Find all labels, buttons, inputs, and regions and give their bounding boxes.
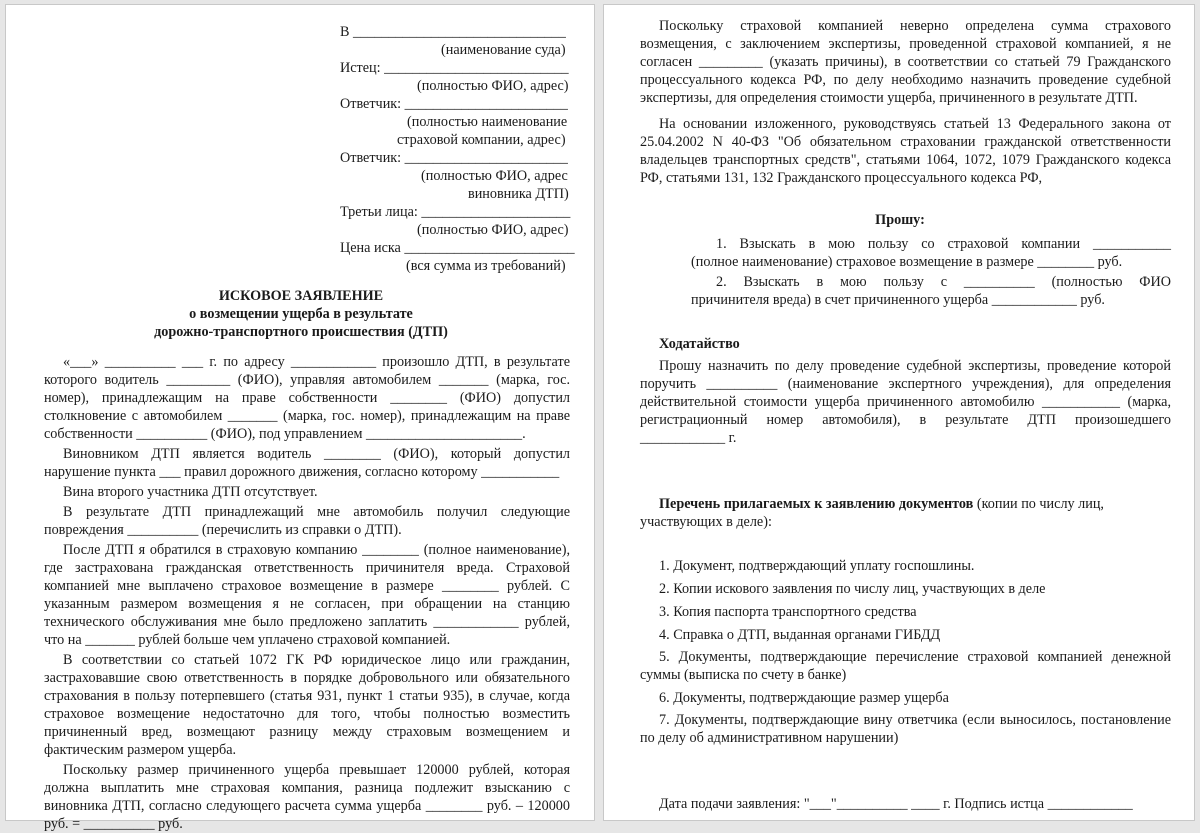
defendant1-hint: страховой компании, адрес) [397,132,566,148]
paragraph-line: В соответствии со статьей 1072 ГК РФ юридическое лицо или гражданин, [63,652,570,668]
request-item: 1. Взыскать в мою пользу со страховой компании ___________ [716,236,1171,252]
document-title: ИСКОВОЕ ЗАЯВЛЕНИЕ [218,288,384,304]
paragraph-line: страховое возмещение недостаточно для того, чтобы полностью возместить [44,706,570,722]
paragraph-line: ____________ г. [640,430,737,446]
attachment-item: 7. Документы, подтверждающие вину ответчика (если выносилось, постановление [659,712,1171,728]
document-subtitle: о возмещении ущерба в результате [189,306,413,322]
request-item: (полное наименование) страховое возмещение в размере ________ руб. [691,254,1123,270]
attachment-item: суммы (выписка по счету в банке) [640,667,847,683]
paragraph-line: технического обслуживания мне было предложено заплатить ____________ рублей, [44,614,570,630]
third-parties-line: Третьи лица: _____________________ [340,204,571,220]
attachment-item: 5. Документы, подтверждающие перечисление страховой компанией денежной [659,649,1171,665]
paragraph-line: нарушение пункта ___ правил дорожного движения, согласно которому ___________ [44,464,560,480]
paragraph-line: указанным размером возмещения я не согласен, при обращении на станцию [44,596,570,612]
claim-price-line: Цена иска ________________________ [340,240,575,256]
court-line: В ______________________________ [340,24,566,40]
attachments-heading: участвующих в деле): [640,514,772,530]
claim-price-hint: (вся сумма из требований) [406,258,566,274]
document-subtitle: дорожно-транспортного происшествия (ДТП) [154,324,448,340]
paragraph-line: должна выплатить мне страховая компания, разница подлежит взысканию с [44,780,570,796]
defendant1-hint: (полностью наименование [407,114,568,130]
attachment-item: 2. Копии искового заявления по числу лиц, участвующих в деле [659,581,1046,597]
paragraph-line: застраховавшие свою ответственность в порядке добровольного или обязательного [44,670,570,686]
paragraph-line: Виновником ДТП является водитель ________ (ФИО), который допустил [63,446,570,462]
paragraph-line: В результате ДТП принадлежащий мне автомобиль получил следующие [63,504,570,520]
third-parties-hint: (полностью ФИО, адрес) [417,222,569,238]
paragraph-line: поручить __________ (наименование экспертного учреждения), для определения [640,376,1171,392]
paragraph-line: процессуального кодекса РФ, по делу необходимо назначить проведение судебной [640,72,1171,88]
attachments-heading-rest: (копии по числу лиц, [973,496,1104,512]
defendant2-hint: виновника ДТП) [468,186,569,202]
paragraph-line: причиненный вред, возмещают разницу между страховым возмещением и [44,724,570,740]
court-hint: (наименование суда) [441,42,566,58]
paragraph-line: повреждения __________ (перечислить из справки о ДТП). [44,522,402,538]
paragraph-line: Поскольку страховой компанией неверно определена сумма страхового [659,18,1171,34]
paragraph-line: Поскольку размер причиненного ущерба превышает 120000 рублей, которая [63,762,570,778]
attachments-heading-bold: Перечень прилагаемых к заявлению документов [659,496,974,512]
attachment-item: 4. Справка о ДТП, выданная органами ГИБДД [659,627,941,643]
defendant2-hint: (полностью ФИО, адрес [421,168,568,184]
attachments-heading [659,495,1104,513]
paragraph-line: согласен _________ (указать причины), в соответствии со статьей 79 Гражданского [640,54,1171,70]
paragraph-line: которого водитель _________ (ФИО), управляя автомобилем _______ (марка, гос. [44,372,570,388]
paragraph-line: столкновение с автомобилем _______ (марка, гос. номер), принадлежащим на праве [44,408,570,424]
defendant2-line: Ответчик: _______________________ [340,150,568,166]
signature-date-line: Дата подачи заявления: "___"__________ ____ г. Подпись истца ____________ [659,796,1133,812]
plaintiff-hint: (полностью ФИО, адрес) [417,78,569,94]
paragraph-line: регистрационный номер автомобиля), в результате ДТП произошедшего [640,412,1171,428]
plaintiff-line: Истец: __________________________ [340,60,569,76]
paragraph-line: РФ, статьями 131, 132 Гражданского процессуального кодекса РФ, [640,170,1043,186]
petition-heading: Ходатайство [659,336,740,352]
document-page-right [603,4,1195,821]
request-item: причинителя вреда) в счет причиненного ущерба ____________ руб. [691,292,1105,308]
paragraph-line: руб. = __________ руб. [44,816,183,832]
document-page-left [5,4,595,832]
request-heading: Прошу: [875,212,925,228]
paragraph-line: 25.04.2002 N 40-ФЗ "Об обязательном страховании гражданской ответственности [640,134,1171,150]
defendant1-line: Ответчик: _______________________ [340,96,568,112]
attachment-item: 1. Документ, подтверждающий уплату госпошлины. [659,558,975,574]
request-item: 2. Взыскать в мою пользу с __________ (полностью ФИО [716,274,1171,290]
paragraph-line: действительной стоимости ущерба причиненного автомобилю ___________ (марка, [640,394,1171,410]
paragraph-line: компанией мне выплачено страховое возмещение в размере ________ рублей. С [44,578,570,594]
paragraph-line: Вина второго участника ДТП отсутствует. [63,484,318,500]
paragraph-line: страхования в пользу потерпевшего (статья 931, пункт 1 статьи 935), в случае, когда [44,688,570,704]
paragraph-line: номер), принадлежащим на праве собственности ________ (ФИО) допустил [44,390,570,406]
attachment-item: 3. Копия паспорта транспортного средства [659,604,917,620]
paragraph-line: Прошу назначить по делу проведение судебной экспертизы, проведение которой [659,358,1171,374]
paragraph-line: фактическим размером ущерба. [44,742,237,758]
paragraph-line: виновника ДТП, согласно следующего расчета сумма ущерба ________ руб. – 120000 [44,798,570,814]
paragraph-line: возмещения, с заключением экспертизы, проведенной страховой компанией, я не [640,36,1171,52]
paragraph-line: экспертизы, для определения стоимости ущерба, причиненного в результате ДТП. [640,90,1138,106]
paragraph-line: где застрахована гражданская ответственность причинителя вреда. Страховой [44,560,570,576]
paragraph-line: владельцев транспортных средств", статьями 1064, 1072, 1079 Гражданского кодекса [640,152,1171,168]
paragraph-line: собственности __________ (ФИО), под управлением ______________________. [44,426,526,442]
attachment-item: по делу об административном нарушении) [640,730,899,746]
paragraph-line: «___» __________ ___ г. по адресу ____________ произошло ДТП, в результате [63,354,570,370]
paragraph-line: что на _______ рублей больше чем уплачено страховой компанией. [44,632,451,648]
attachment-item: 6. Документы, подтверждающие размер ущерба [659,690,949,706]
paragraph-line: На основании изложенного, руководствуясь статьей 13 Федерального закона от [659,116,1171,132]
paragraph-line: После ДТП я обратился в страховую компанию ________ (полное наименование), [63,542,570,558]
